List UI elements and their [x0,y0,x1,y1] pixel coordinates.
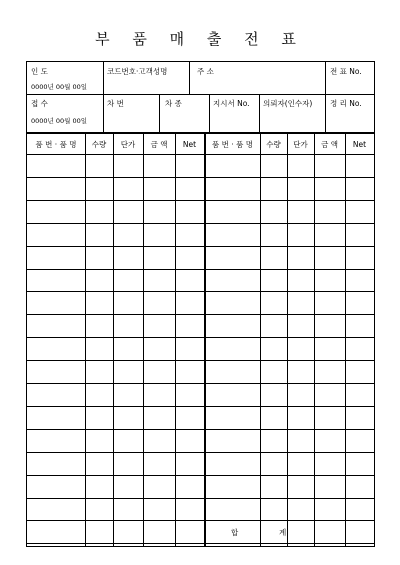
table-row-line [27,154,374,155]
receipt-label: 접 수 [31,99,48,108]
client-label: 의뢰자(인수자) [263,99,313,108]
table-row-line [27,383,374,384]
header-divider [27,94,374,95]
car-type-label: 차 종 [165,99,182,108]
total-label-1: 합 [231,528,239,537]
table-row-line [27,452,374,453]
col-header-price-left: 단가 [120,140,136,149]
table-row-line [27,223,374,224]
header-bottom-border [27,132,374,134]
col-header-amount-left: 금 액 [150,140,168,149]
total-label-2: 계 [279,528,287,537]
column-divider [345,132,346,546]
column-divider [85,132,86,546]
column-divider [143,132,144,546]
column-divider [260,132,261,546]
table-row-line [27,498,374,499]
column-divider [113,132,114,546]
table-row-line [27,177,374,178]
table-row-line [27,200,374,201]
sales-slip-form [26,61,375,547]
table-row-line [27,269,374,270]
table-row-line [27,337,374,338]
column-divider [287,132,288,546]
header-separator [325,62,326,132]
col-header-net-left: Net [182,140,197,149]
customer-code-label: 코드번호·고객성명 [107,67,168,76]
col-header-qty-right: 수량 [266,140,281,149]
delivery-label: 인 도 [31,67,48,76]
page-title: 부 품 매 출 전 표 [95,30,305,48]
address-label: 주 소 [197,67,214,76]
slip-no-label: 전 표 No. [330,67,362,76]
table-row-line [27,543,374,544]
table-row-line [27,360,374,361]
receipt-date[interactable]: 0000년 00월 00일 [31,117,88,125]
header-separator [209,94,210,132]
table-row-line [27,475,374,476]
order-no-label: 지시서 No. [213,99,250,108]
col-header-item-left: 품 번 · 품 명 [35,140,77,149]
table-row-line [27,246,374,247]
col-header-qty-left: 수량 [91,140,107,149]
col-header-price-right: 단가 [293,140,308,149]
header-separator [189,62,190,94]
header-separator [103,94,104,132]
col-header-item-right: 품 번 · 품 명 [212,140,253,149]
table-row-line [27,291,374,292]
table-row-line [27,520,374,521]
table-row-line [27,406,374,407]
col-header-amount-right: 금 액 [321,140,338,149]
header-separator [259,94,260,132]
col-header-net-right: Net [352,140,367,149]
column-divider [175,132,176,546]
table-row-line [27,429,374,430]
header-separator [159,94,160,132]
car-number-label: 차 번 [107,99,124,108]
delivery-date[interactable]: 0000년 00월 00일 [31,83,88,91]
center-divider [204,132,206,546]
table-row-line [27,314,374,315]
arrange-no-label: 정 리 No. [330,99,362,108]
header-separator [103,62,104,94]
column-divider [314,132,315,546]
